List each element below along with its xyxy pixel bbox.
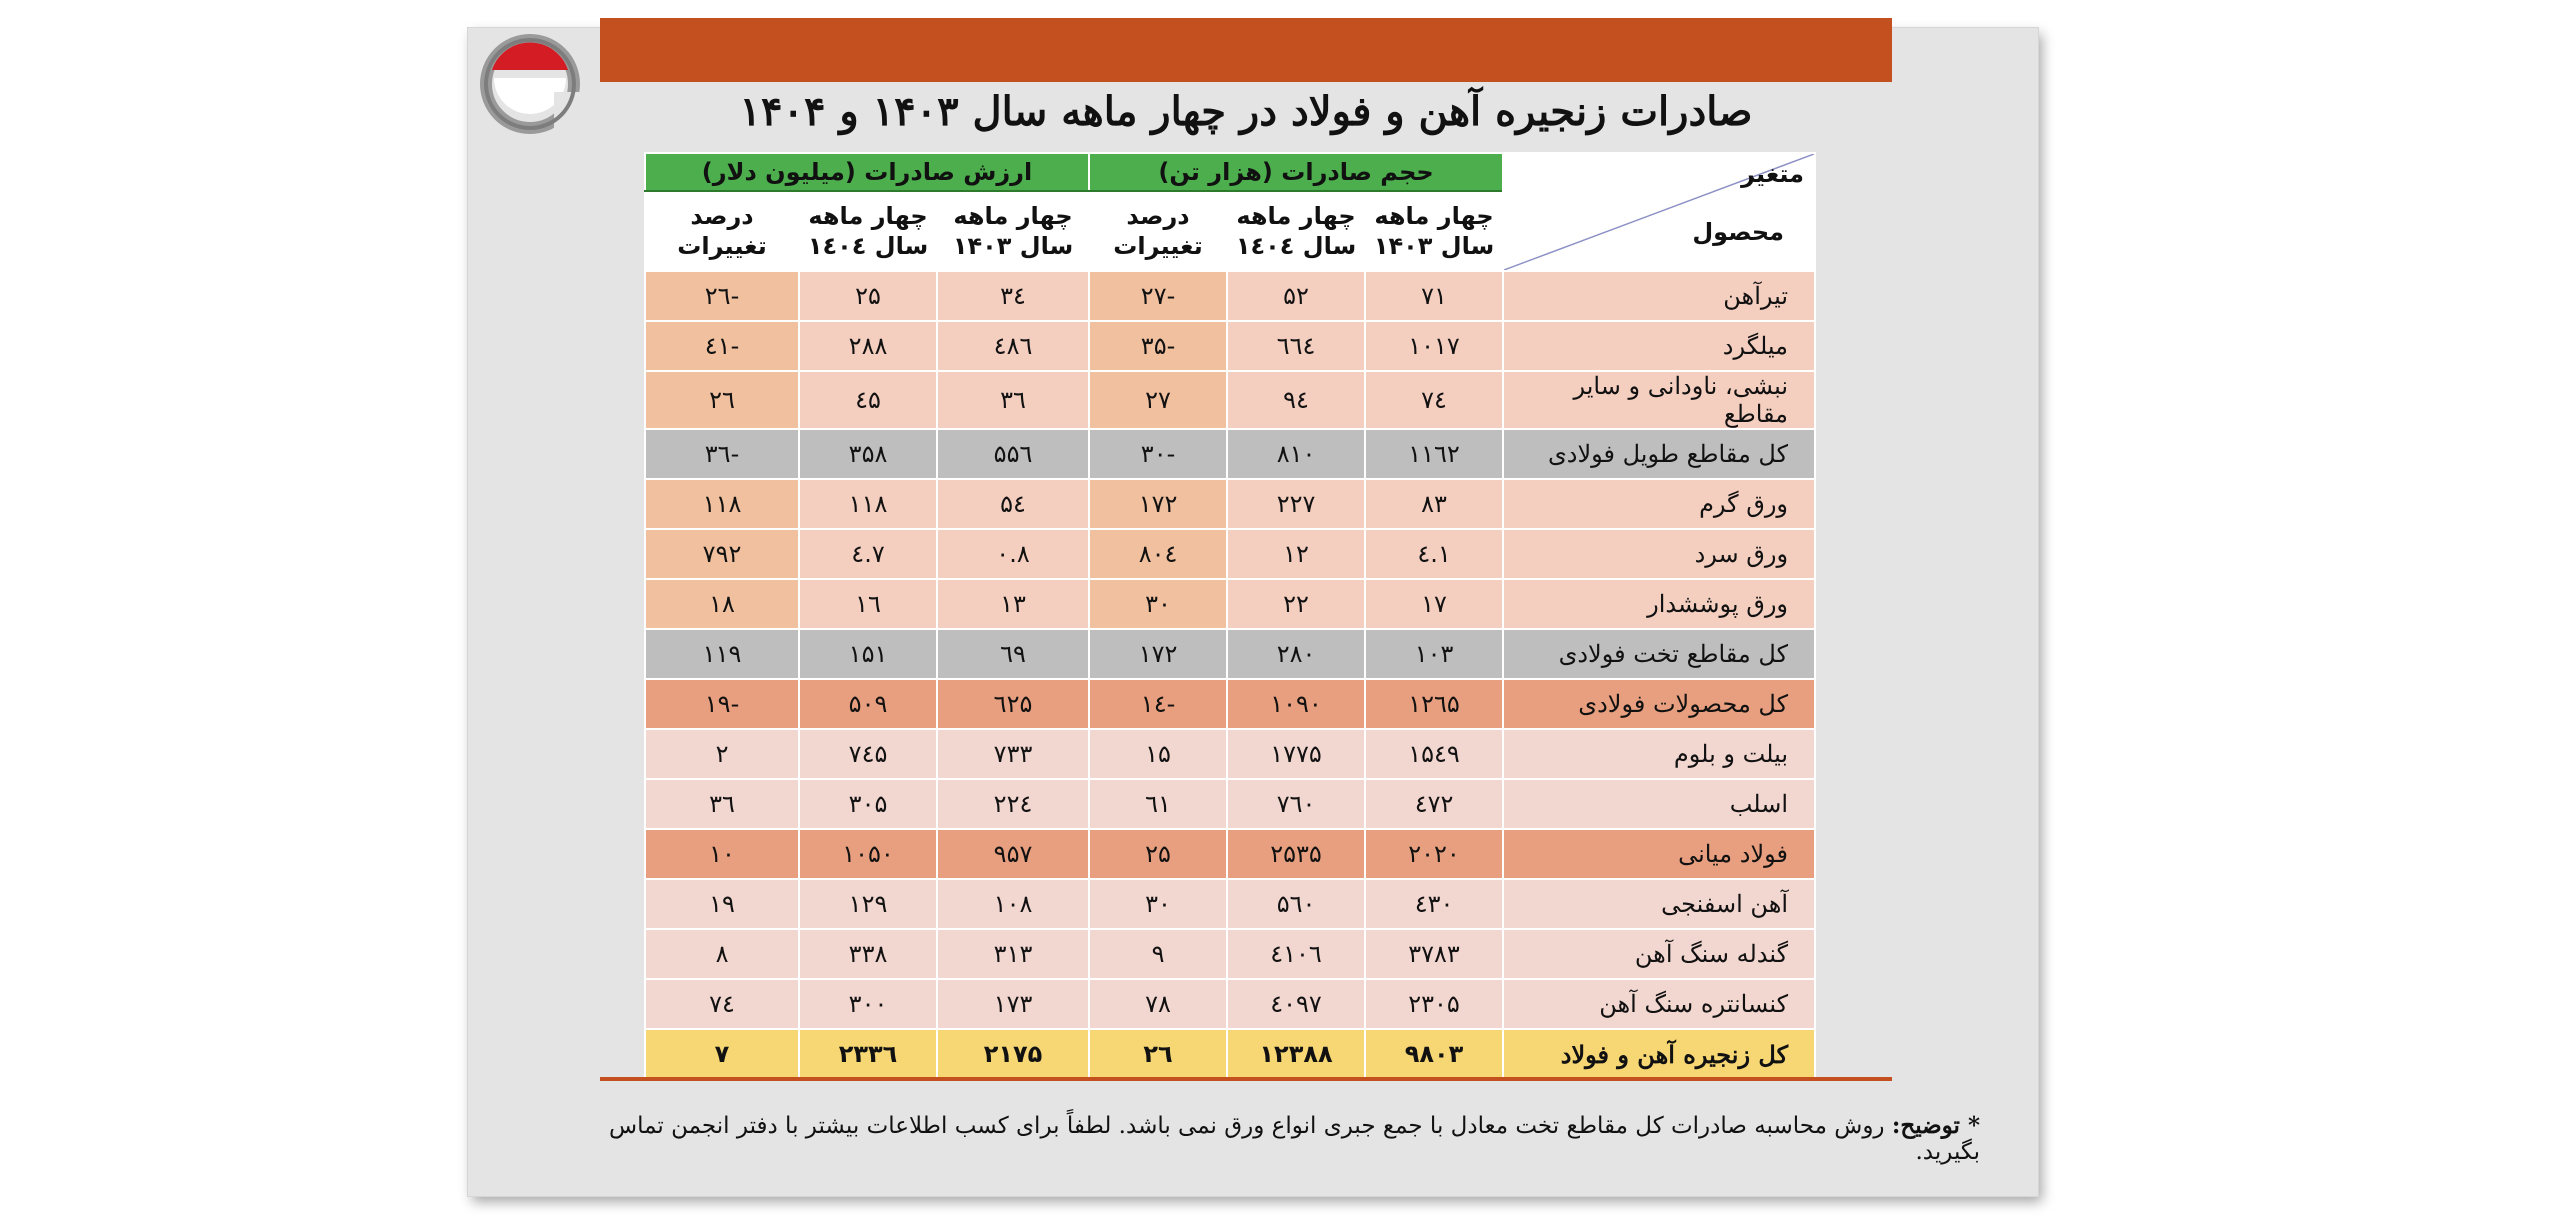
volume-1403-cell: ۱.٤ (1365, 529, 1503, 579)
table-row (645, 629, 1815, 679)
sub-header-change: درصد تغییرات (1089, 191, 1227, 271)
page-title: صادرات زنجیره آهن و فولاد در چهار ماهه سال ۱۴۰۳ و ۱۴۰۴ (739, 88, 1753, 135)
volume-1403-cell: ٤۳۰ (1365, 879, 1503, 929)
volume-change-cell: ۹ (1089, 929, 1227, 979)
volume-1403-cell: ٤۷۲ (1365, 779, 1503, 829)
value-1403-cell: ۲۱۷۵ (937, 1029, 1089, 1079)
table-row (645, 829, 1815, 879)
corner-product-label: محصول (1692, 218, 1785, 246)
volume-1404-cell: ۵٦۰ (1227, 879, 1365, 929)
value-1404-cell: ۳۰۵ (799, 779, 937, 829)
volume-1404-cell: ۹٤ (1227, 371, 1365, 429)
value-1403-cell: ۱۳ (937, 579, 1089, 629)
volume-change-cell: -۳۵ (1089, 321, 1227, 371)
value-1404-cell: ۵۰۹ (799, 679, 937, 729)
product-label: ورق پوششدار (1503, 579, 1815, 629)
table-row (645, 779, 1815, 829)
volume-1404-cell: ٤۱۰٦ (1227, 929, 1365, 979)
product-label: آهن اسفنجی (1503, 879, 1815, 929)
footer-divider (600, 1077, 1892, 1081)
value-change-cell: -۳٦ (645, 429, 799, 479)
volume-1403-cell: ۲۳۰۵ (1365, 979, 1503, 1029)
volume-1404-cell: ۱۲۳۸۸ (1227, 1029, 1365, 1079)
sub-header-1404: چهار ماهه سال ۱٤٠٤ (1227, 191, 1365, 271)
volume-1403-cell: ۱۰۱۷ (1365, 321, 1503, 371)
value-change-cell: ۱۰ (645, 829, 799, 879)
volume-change-cell: ۱۷۲ (1089, 479, 1227, 529)
value-1403-cell: ۱۷۳ (937, 979, 1089, 1029)
volume-1403-cell: ۷۱ (1365, 271, 1503, 321)
volume-1404-cell: ۸۱۰ (1227, 429, 1365, 479)
value-change-cell: ۳٦ (645, 779, 799, 829)
value-change-cell: ۷۹۲ (645, 529, 799, 579)
table-row (645, 729, 1815, 779)
sub-header-1403: چهار ماهه سال ۱۴۰۳ (937, 191, 1089, 271)
volume-1403-cell: ۷٤ (1365, 371, 1503, 429)
value-1403-cell: ۰.۸ (937, 529, 1089, 579)
value-change-cell: ۱۸ (645, 579, 799, 629)
value-1404-cell: ٤۵ (799, 371, 937, 429)
value-1404-cell: ۱٦ (799, 579, 937, 629)
volume-1404-cell: ٦٦٤ (1227, 321, 1365, 371)
value-change-cell: ۲٦ (645, 371, 799, 429)
volume-1403-cell: ۱۰۳ (1365, 629, 1503, 679)
table-row (645, 321, 1815, 371)
table-row (645, 371, 1815, 429)
value-1403-cell: ٦۲۵ (937, 679, 1089, 729)
value-1403-cell: ۱۰۸ (937, 879, 1089, 929)
value-1403-cell: ۵٤ (937, 479, 1089, 529)
product-label: ورق سرد (1503, 529, 1815, 579)
volume-1403-cell: ۹۸۰۳ (1365, 1029, 1503, 1079)
volume-change-cell: -۲۷ (1089, 271, 1227, 321)
volume-1404-cell: ۲۲۷ (1227, 479, 1365, 529)
value-1403-cell: ٦۹ (937, 629, 1089, 679)
volume-change-cell: -۱٤ (1089, 679, 1227, 729)
value-1404-cell: ۳۳۸ (799, 929, 937, 979)
value-change-cell: ۷ (645, 1029, 799, 1079)
table-row (645, 929, 1815, 979)
value-1403-cell: ۳٦ (937, 371, 1089, 429)
volume-change-cell: ۱۷۲ (1089, 629, 1227, 679)
value-1404-cell: ۱۵۱ (799, 629, 937, 679)
sub-header-1403: چهار ماهه سال ۱۴۰۳ (1365, 191, 1503, 271)
volume-change-cell: ۸۰٤ (1089, 529, 1227, 579)
product-label: کل مقاطع تخت فولادی (1503, 629, 1815, 679)
table-row (645, 879, 1815, 929)
product-label: گندله سنگ آهن (1503, 929, 1815, 979)
volume-1403-cell: ۱۷ (1365, 579, 1503, 629)
volume-1403-cell: ۳۷۸۳ (1365, 929, 1503, 979)
volume-1404-cell: ۲۸۰ (1227, 629, 1365, 679)
value-change-cell: ۸ (645, 929, 799, 979)
value-change-cell: ۱۱۸ (645, 479, 799, 529)
volume-change-cell: ۲٦ (1089, 1029, 1227, 1079)
value-1404-cell: ۲۳۳٦ (799, 1029, 937, 1079)
volume-change-cell: ٦۱ (1089, 779, 1227, 829)
value-change-cell: ۲ (645, 729, 799, 779)
group-header-volume: حجم صادرات (هزار تن) (1089, 153, 1503, 191)
volume-change-cell: ۳۰ (1089, 579, 1227, 629)
product-label: کنسانتره سنگ آهن (1503, 979, 1815, 1029)
table-row (645, 579, 1815, 629)
value-1404-cell: ۱۱۸ (799, 479, 937, 529)
volume-change-cell: ۳۰ (1089, 879, 1227, 929)
volume-1404-cell: ۷٦۰ (1227, 779, 1365, 829)
value-1403-cell: ۳٤ (937, 271, 1089, 321)
volume-1403-cell: ۱۱٦۲ (1365, 429, 1503, 479)
value-1404-cell: ۲۵ (799, 271, 937, 321)
product-label: ورق گرم (1503, 479, 1815, 529)
volume-change-cell: ۲۷ (1089, 371, 1227, 429)
value-1404-cell: ۲۸۸ (799, 321, 937, 371)
volume-1403-cell: ۲۰۲۰ (1365, 829, 1503, 879)
sub-header-change: درصد تغییرات (645, 191, 799, 271)
volume-change-cell: -۳۰ (1089, 429, 1227, 479)
value-change-cell: -٤۱ (645, 321, 799, 371)
table-row (645, 429, 1815, 479)
product-label: نبشی، ناودانی و سایر مقاطع (1503, 371, 1815, 429)
product-label: کل زنجیره آهن و فولاد (1503, 1029, 1815, 1079)
volume-1404-cell: ۱۰۹۰ (1227, 679, 1365, 729)
volume-1404-cell: ۵۲ (1227, 271, 1365, 321)
product-label: فولاد میانی (1503, 829, 1815, 879)
table-row (645, 529, 1815, 579)
volume-1403-cell: ۱۵٤۹ (1365, 729, 1503, 779)
table-row (645, 271, 1815, 321)
group-header-value: ارزش صادرات (میلیون دلار) (645, 153, 1089, 191)
volume-1403-cell: ۸۳ (1365, 479, 1503, 529)
table-row (645, 679, 1815, 729)
volume-1403-cell: ۱۲٦۵ (1365, 679, 1503, 729)
volume-1404-cell: ۱۲ (1227, 529, 1365, 579)
value-1404-cell: ۳۵۸ (799, 429, 937, 479)
product-label: بیلت و بلوم (1503, 729, 1815, 779)
value-1403-cell: ۵۵٦ (937, 429, 1089, 479)
value-1404-cell: ۷٤۵ (799, 729, 937, 779)
value-change-cell: ۱۹ (645, 879, 799, 929)
value-1404-cell: ۱۰۵۰ (799, 829, 937, 879)
footnote-text: روش محاسبه صادرات کل مقاطع تخت معادل با جمع جبری انواع ورق نمی باشد. لطفاً برای کسب اطلاعات بیشتر با دفتر انجمن تماس بگیرید. (609, 1113, 1980, 1165)
value-change-cell: ۷٤ (645, 979, 799, 1029)
volume-1404-cell: ۲۲ (1227, 579, 1365, 629)
value-1403-cell: ۳۱۳ (937, 929, 1089, 979)
volume-change-cell: ۱۵ (1089, 729, 1227, 779)
table-row (645, 979, 1815, 1029)
value-1403-cell: ۹۵۷ (937, 829, 1089, 879)
sub-header-1404: چهار ماهه سال ۱٤٠٤ (799, 191, 937, 271)
footnote-marker: * توضیح: (1891, 1112, 1980, 1139)
value-1403-cell: ٤۸٦ (937, 321, 1089, 371)
volume-1404-cell: ٤۰۹۷ (1227, 979, 1365, 1029)
product-label: میلگرد (1503, 321, 1815, 371)
association-logo-icon (470, 22, 594, 142)
value-1403-cell: ۲۲٤ (937, 779, 1089, 829)
product-label: کل مقاطع طویل فولادی (1503, 429, 1815, 479)
export-table (644, 152, 1814, 1072)
product-label: اسلب (1503, 779, 1815, 829)
corner-variable-label: متغیر (1741, 160, 1805, 188)
footnote (540, 1112, 1980, 1165)
value-1404-cell: ۳۰۰ (799, 979, 937, 1029)
value-change-cell: ۱۱۹ (645, 629, 799, 679)
value-1403-cell: ۷۳۳ (937, 729, 1089, 779)
volume-change-cell: ۷۸ (1089, 979, 1227, 1029)
volume-1404-cell: ۱۷۷۵ (1227, 729, 1365, 779)
volume-1404-cell: ۲۵۳۵ (1227, 829, 1365, 879)
product-label: کل محصولات فولادی (1503, 679, 1815, 729)
header-bar (600, 18, 1892, 82)
value-change-cell: -۱۹ (645, 679, 799, 729)
corner-header (1503, 153, 1815, 271)
value-change-cell: -۲٦ (645, 271, 799, 321)
value-1404-cell: ۱۲۹ (799, 879, 937, 929)
table-row (645, 1029, 1815, 1079)
volume-change-cell: ۲۵ (1089, 829, 1227, 879)
value-1404-cell: ۷.٤ (799, 529, 937, 579)
table-row (645, 479, 1815, 529)
product-label: تیرآهن (1503, 271, 1815, 321)
